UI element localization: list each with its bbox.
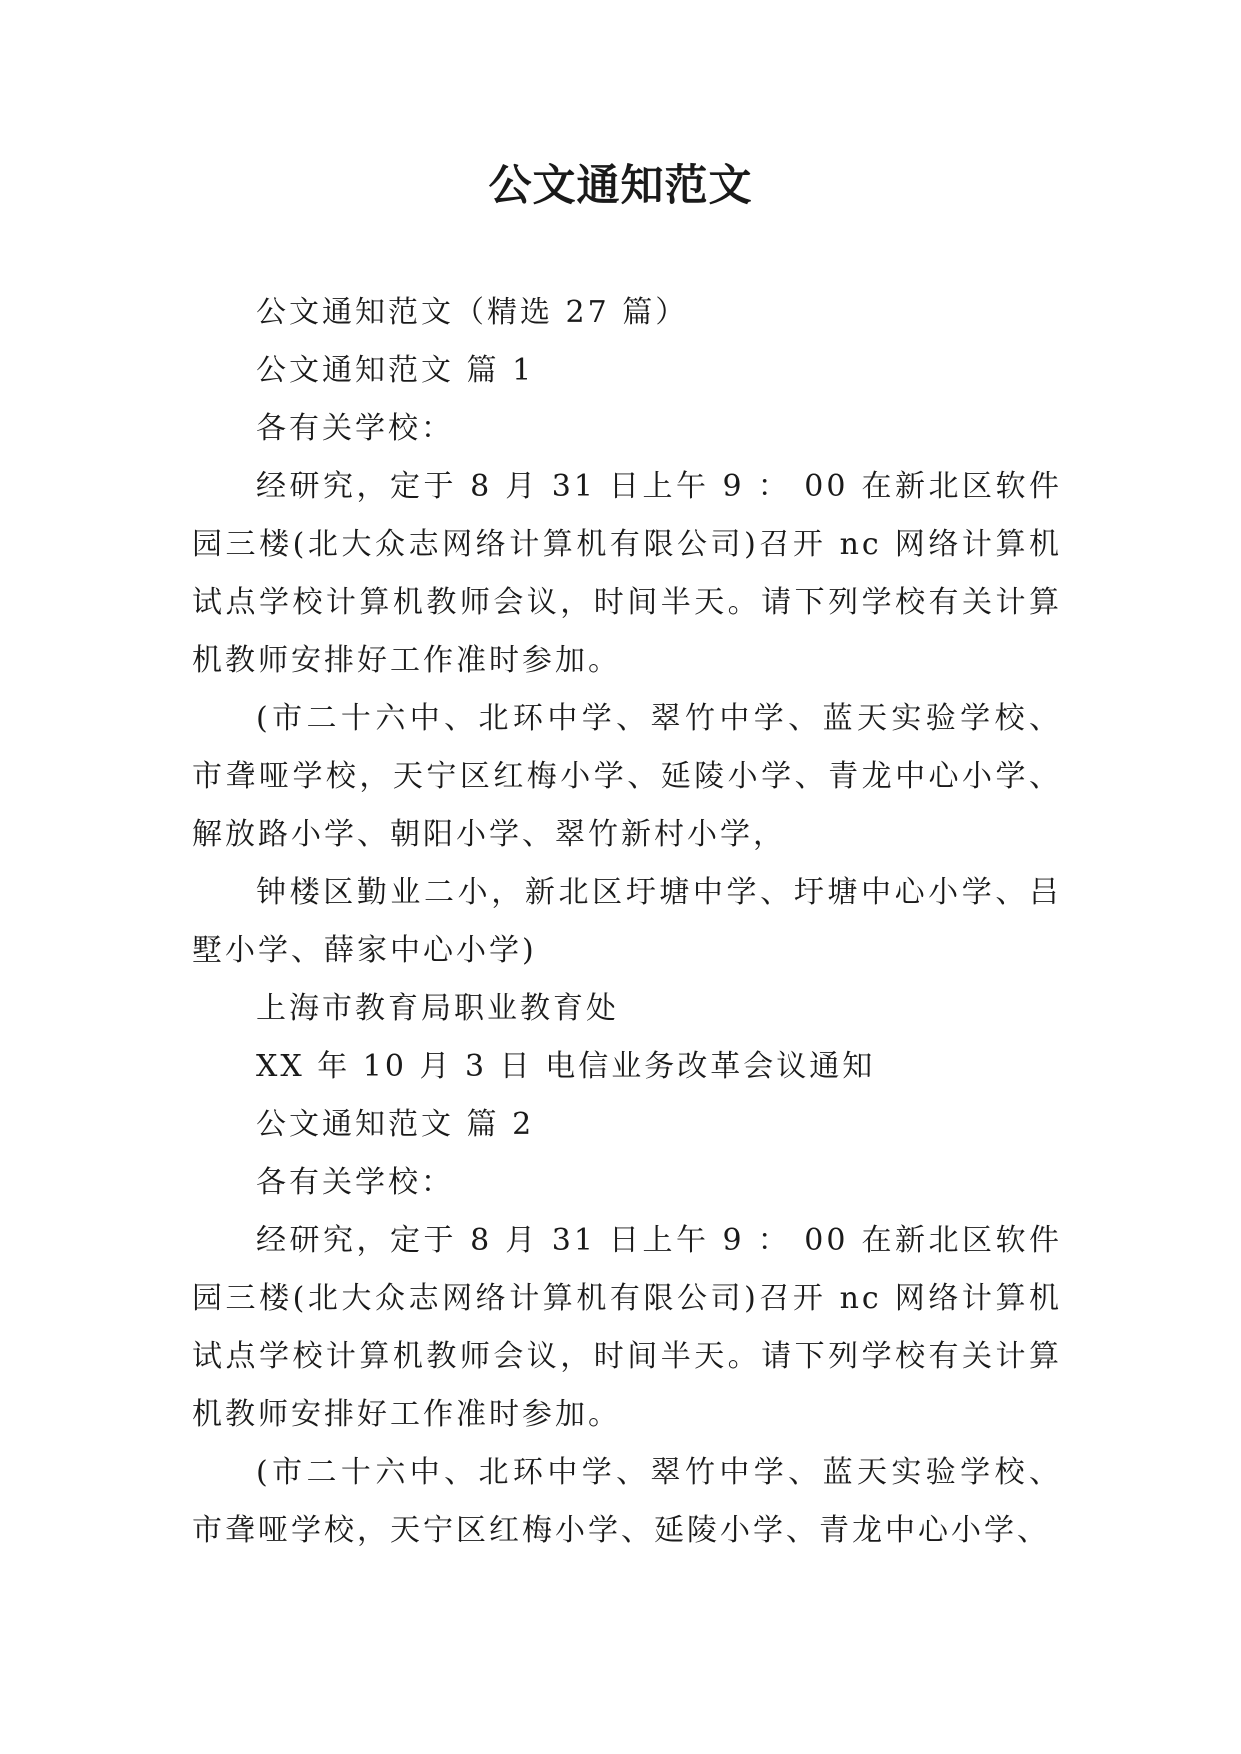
- document-body: [192, 284, 1062, 1560]
- paragraph-notice-body-1: 经研究，定于 8 月 31 日上午 9 ： 00 在新北区软件园三楼(北大众志网络计算机有限公司)召开 nc 网络计算机试点学校计算机教师会议，时间半天。请下列学校有关计算机教师安排好工作准时参加。: [192, 469, 1062, 678]
- document-title: 公文通知范文: [488, 161, 753, 211]
- paragraph-school-list-1-cont: 钟楼区勤业二小，新北区圩塘中学、圩塘中心小学、吕墅小学、薛家中心小学): [192, 875, 1062, 968]
- paragraph-issuer-1: 上海市教育局职业教育处: [256, 991, 619, 1026]
- paragraph-date-1: XX 年 10 月 3 日 电信业务改革会议通知: [256, 1049, 876, 1084]
- paragraph-section-heading-2: 公文通知范文 篇 2: [256, 1107, 535, 1142]
- paragraph-school-list-2: (市二十六中、北环中学、翠竹中学、蓝天实验学校、市聋哑学校，天宁区红梅小学、延陵小学、青龙中心小学、: [192, 1455, 1062, 1548]
- paragraph-subtitle: 公文通知范文（精选 27 篇）: [256, 295, 689, 330]
- paragraph-salutation-1: 各有关学校：: [256, 411, 454, 446]
- paragraph-salutation-2: 各有关学校：: [256, 1165, 454, 1200]
- paragraph-notice-body-2: 经研究，定于 8 月 31 日上午 9 ： 00 在新北区软件园三楼(北大众志网络计算机有限公司)召开 nc 网络计算机试点学校计算机教师会议，时间半天。请下列学校有关计算机教师安排好工作准时参加。: [192, 1223, 1062, 1432]
- paragraph-school-list-1: (市二十六中、北环中学、翠竹中学、蓝天实验学校、市聋哑学校，天宁区红梅小学、延陵小学、青龙中心小学、解放路小学、朝阳小学、翠竹新村小学，: [192, 701, 1062, 852]
- paragraph-section-heading-1: 公文通知范文 篇 1: [256, 353, 535, 388]
